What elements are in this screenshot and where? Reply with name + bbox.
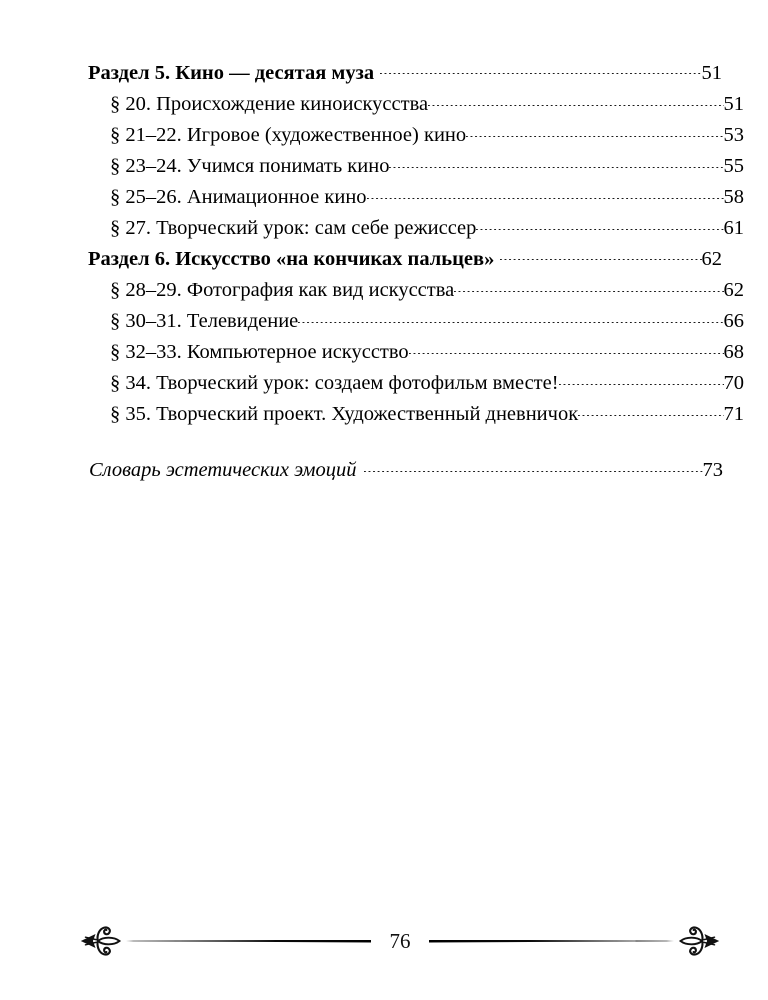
toc-entry-page-number: 70	[723, 372, 744, 394]
toc-leader-dots	[559, 384, 724, 385]
page-number: 76	[389, 928, 411, 953]
toc-leader-dots	[454, 291, 723, 292]
toc-entry-label: § 25–26. Анимационное кино	[110, 186, 367, 208]
toc-leader-dots	[578, 415, 723, 416]
toc-entry-label: § 20. Происхождение киноискусства	[110, 93, 429, 115]
toc-entry[interactable]	[88, 213, 744, 244]
toc-entry-label: Словарь эстетических эмоций	[89, 459, 357, 481]
toc-entry-label: Раздел 5. Кино — десятая муза	[88, 62, 375, 84]
toc-leader-dots	[298, 322, 723, 323]
toc-entry-page-number: 58	[723, 186, 744, 208]
toc-entry-page-number: 51	[723, 93, 744, 115]
toc-entry-label: § 21–22. Игровое (художественное) кино	[110, 124, 467, 146]
toc-entry-page-number: 51	[701, 62, 722, 84]
toc-entry[interactable]	[88, 244, 722, 275]
toc-entry-label: § 27. Творческий урок: сам себе режиссер	[110, 217, 477, 239]
toc-leader-dots	[367, 198, 724, 199]
toc-entry-label: § 32–33. Компьютерное искусство	[110, 341, 409, 363]
footer-rule-right	[429, 940, 674, 943]
toc-leader-dots	[428, 105, 723, 106]
toc-entry[interactable]	[88, 120, 744, 151]
toc-entry[interactable]	[88, 182, 744, 213]
fleuron-ornament-mirrored-icon	[676, 919, 722, 963]
fleuron-ornament-icon	[78, 919, 124, 963]
toc-leader-dots	[364, 471, 703, 472]
footer-rule-left	[126, 940, 371, 943]
toc-entry[interactable]	[88, 89, 744, 120]
toc-entry[interactable]	[88, 58, 722, 89]
toc-leader-dots	[380, 73, 701, 74]
toc-entry-page-number: 66	[723, 310, 744, 332]
toc-leader-dots	[500, 259, 701, 260]
toc-entry-page-number: 71	[723, 403, 744, 425]
toc-entry-label: § 28–29. Фотография как вид искусства	[110, 279, 455, 301]
page-footer	[78, 918, 722, 964]
toc-entry-page-number: 73	[702, 459, 723, 481]
toc-entry-page-number: 55	[723, 155, 744, 177]
toc-entry-label: Раздел 6. Искусство «на кончиках пальцев»	[88, 248, 495, 270]
toc-leader-dots	[389, 167, 723, 168]
toc-entry-label: § 30–31. Телевидение	[110, 310, 299, 332]
toc-entry-page-number: 61	[723, 217, 744, 239]
toc-entry-page-number: 62	[723, 279, 744, 301]
toc-entry-page-number: 62	[701, 248, 722, 270]
toc-entry-label: § 23–24. Учимся понимать кино	[110, 155, 390, 177]
toc-entry[interactable]	[88, 151, 744, 182]
toc-entry[interactable]	[88, 455, 723, 486]
footer-rule-group	[124, 919, 676, 963]
toc-entry[interactable]	[88, 368, 744, 399]
toc-entry[interactable]	[88, 399, 744, 430]
table-of-contents	[88, 58, 744, 486]
toc-entry-page-number: 68	[723, 341, 744, 363]
toc-entry[interactable]	[88, 306, 744, 337]
toc-leader-dots	[409, 353, 724, 354]
toc-entry-label: § 34. Творческий урок: создаем фотофильм вместе!	[110, 372, 559, 394]
toc-entry[interactable]	[88, 337, 744, 368]
toc-entry-label: § 35. Творческий проект. Художественный дневничок	[110, 403, 579, 425]
toc-leader-dots	[476, 229, 723, 230]
toc-entry[interactable]	[88, 275, 744, 306]
toc-entry-page-number: 53	[723, 124, 744, 146]
toc-leader-dots	[466, 136, 723, 137]
